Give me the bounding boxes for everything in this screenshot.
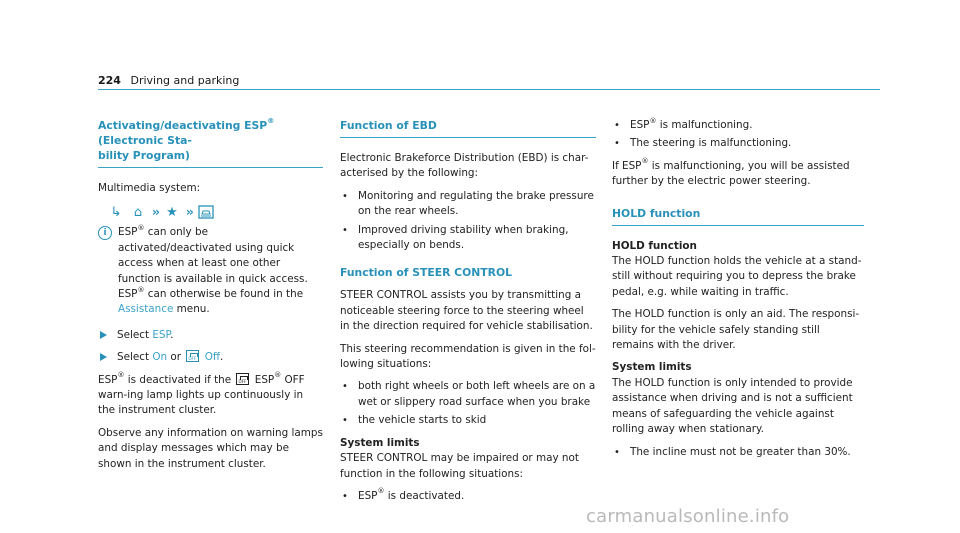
page-header-title: Driving and parking xyxy=(130,74,240,87)
header-divider xyxy=(98,89,880,90)
system-limits-heading: System limits xyxy=(340,436,420,449)
subsection-title-steer: Function of STEER CONTROL xyxy=(340,266,513,280)
esp-malfunction-text: If ESP® is malfunctioning, you will be assisted further by the electric power steering. xyxy=(612,157,850,188)
chevron-icon: ›› xyxy=(185,204,192,219)
esp-link[interactable]: ESP xyxy=(152,328,171,341)
info-icon: i xyxy=(98,226,112,240)
step-arrow-icon xyxy=(100,331,107,339)
hold-text-2: The HOLD function is only an aid. The responsi-bility for the vehicle safely standing still remains with the driver. xyxy=(612,308,860,352)
esp-off-warning-icon xyxy=(236,373,249,385)
column-right xyxy=(612,118,864,467)
list-item: • ESP® is malfunctioning. xyxy=(614,116,753,131)
step-arrow-icon xyxy=(100,353,107,361)
list-item: • Improved driving stability when braking, especially on bends. xyxy=(342,223,569,252)
incline-list xyxy=(612,445,864,460)
hold-heading: HOLD function xyxy=(612,239,697,252)
assistance-link[interactable]: Assistance xyxy=(118,303,174,316)
system-limits-text: STEER CONTROL may be impaired or may not function in the following situations: xyxy=(340,452,579,480)
off-option[interactable]: Off xyxy=(204,351,221,364)
page-header xyxy=(98,74,239,87)
step-select-esp: Select ESP. xyxy=(98,328,323,343)
list-item: • the vehicle starts to skid xyxy=(342,414,487,427)
limits-list xyxy=(340,489,596,504)
hold-text: The HOLD function holds the vehicle at a stand-still without requiring you to depress the brake pedal, e.g. while waiting in traffic. xyxy=(612,255,862,298)
car-settings-icon xyxy=(198,204,214,220)
ebd-list xyxy=(340,189,596,254)
info-text: ESP® can only be activated/deactivated using quick access when at least one other function is available in quick access. ESP® can otherwise be found in the Assistance menu. xyxy=(118,223,308,316)
list-item: • The incline must not be greater than 30%. xyxy=(614,445,851,458)
steer-text: STEER CONTROL assists you by transmitting a noticeable steering force to the steering wheel in the direction required for vehicle stabilisation. xyxy=(340,289,593,333)
column-middle xyxy=(340,118,596,511)
ebd-text: Electronic Brakeforce Distribution (EBD) is char-acterised by the following: xyxy=(340,152,589,180)
list-item: • ESP® is deactivated. xyxy=(342,487,465,502)
steer-text-2: This steering recommendation is given in the fol-lowing situations: xyxy=(340,342,596,371)
arrow-icon: ↳ xyxy=(110,204,122,220)
esp-off-icon xyxy=(186,350,199,362)
chevron-icon: ›› xyxy=(152,204,158,219)
section-title-ebd: Function of EBD xyxy=(340,118,596,138)
list-item: • both right wheels or both left wheels are on a wet or slippery road surface when you brake xyxy=(342,380,596,408)
path-intro: Multimedia system: xyxy=(98,182,201,194)
menu-path xyxy=(108,203,323,221)
system-limits-text: The HOLD function is only intended to provide assistance when driving and is not a sufficient means of safeguarding the vehicle against rolling away when stationary. xyxy=(612,376,853,436)
step-select-on-off: Select On or OFF Off. xyxy=(98,350,323,365)
system-limits-heading: System limits xyxy=(612,361,692,374)
list-item: • Monitoring and regulating the brake pressure on the rear wheels. xyxy=(342,189,594,218)
home-icon: ⌂ xyxy=(133,204,143,220)
esp-deactivated-text: ESP® is deactivated if the OFF ESP® OFF warn-ing lamp lights up continuously in the instrument cluster. xyxy=(98,373,323,419)
star-icon: ★ xyxy=(166,204,178,220)
list-item: • The steering is malfunctioning. xyxy=(614,137,792,150)
malfunction-list xyxy=(612,118,864,152)
on-option[interactable]: On xyxy=(152,351,168,364)
info-note xyxy=(98,225,323,317)
section-title-esp: Activating/deactivating ESP® (Electronic Sta- bility Program) xyxy=(98,118,323,168)
steer-list xyxy=(340,379,596,428)
column-left xyxy=(98,118,323,479)
watermark: carmanualsonline.info xyxy=(586,506,790,527)
observe-text: Observe any information on warning lamps and display messages which may be shown in the instrument cluster. xyxy=(98,426,323,470)
page-number: 224 xyxy=(98,74,121,87)
section-title-hold: HOLD function xyxy=(612,206,864,226)
